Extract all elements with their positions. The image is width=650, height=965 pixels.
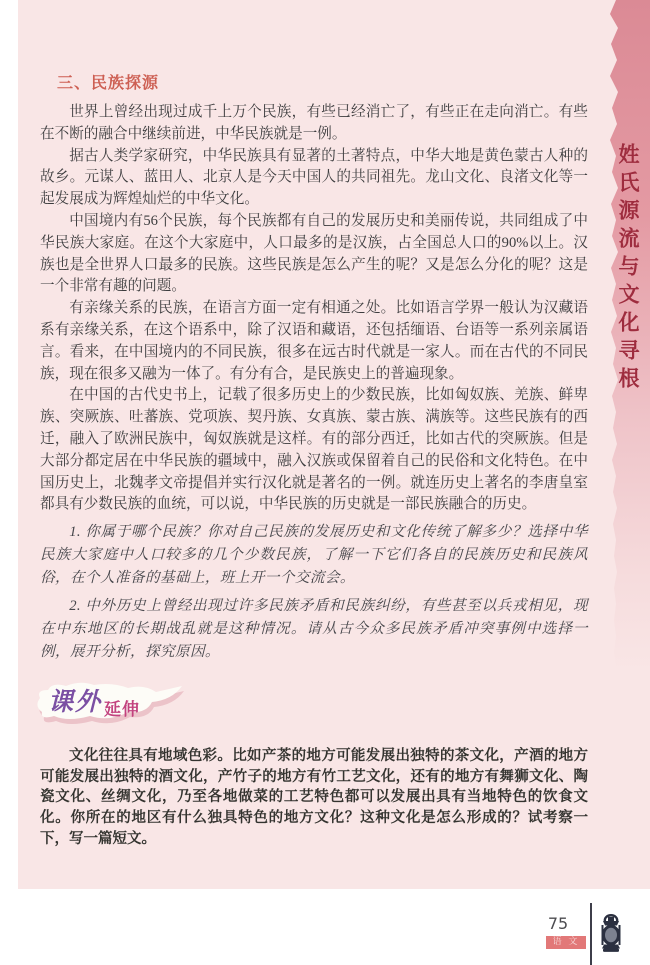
chapter-title-vertical: 姓氏源流与文化寻根 — [616, 143, 640, 395]
page-number: 75 — [547, 914, 569, 933]
extension-badge — [32, 678, 202, 734]
exercise-item-1: 1. 你属于哪个民族？你对自己民族的发展历史和文化传统了解多少？选择中华民族大家庭中人口较多的几个少数民族，了解一下它们各自的民族历史和民族风俗，在个人准备的基础上，班上开一个交流会。 — [40, 524, 588, 587]
body-paragraph-4: 有亲缘关系的民族，在语言方面一定有相通之处。比如语言学界一般认为汉藏语系有亲缘关系，在这个语系中，除了汉语和藏语，还包括缅语、台语等一系列亲属语言。看来，在中国境内的不同民族，很多在远古时代就是一家人。而在古代的不同民族，现在很多又融为一体了。有分有合，是民族史上的普遍现象。 — [40, 300, 588, 382]
extension-paragraph: 文化往往具有地域色彩。比如产茶的地方可能发展出独特的茶文化，产酒的地方可能发展出独特的酒文化，产竹子的地方有竹工艺文化，还有的地方有舞狮文化、陶瓷文化、丝绸文化，乃至各地做菜的工艺特色都可以发展出具有当地特色的饮食文化。你所在的地区有什么独具特色的地方文化？这种文化是怎么形成的？试考察一下，写一篇短文。 — [40, 748, 588, 847]
section-header: 三、民族探源 — [57, 73, 160, 92]
lantern-icon — [596, 911, 626, 955]
extension-label-sub: 延伸 — [104, 700, 140, 721]
body-paragraph-5: 在中国的古代史书上，记载了很多历史上的少数民族，比如匈奴族、羌族、鲜卑族、突厥族、吐蕃族、党项族、契丹族、女真族、蒙古族、满族等。这些民族有的西迁，融入了欧洲民族中，匈奴族就是这样。有的部分西迁，比如古代的突厥族。但是大部分都定居在中华民族的疆域中，融入汉族或保留着自己的民俗和文化特色。在中国历史上，北魏孝文帝提倡并实行汉化就是著名的一例。就连历史上著名的李唐皇室都具有少数民族的血统，可以说，中华民族的历史就是一部民族融合的历史。 — [40, 387, 588, 513]
body-paragraph-3: 中国境内有56个民族，每个民族都有自己的发展历史和美丽传说，共同组成了中华民族大家庭。在这个大家庭中，人口最多的是汉族，占全国总人口的90%以上。汉族也是全世界人口最多的民族。这些民族是怎么产生的呢？又是怎么分化的呢？这是一个非常有趣的问题。 — [40, 212, 588, 295]
exercise-item-2: 2. 中外历史上曾经出现过许多民族矛盾和民族纠纷，有些甚至以兵戎相见，现在中东地区的长期战乱就是这种情况。请从古今众多民族矛盾冲突事例中选择一例，展开分析，探究原因。 — [40, 598, 588, 661]
footer-divider — [590, 903, 592, 965]
body-paragraph-1: 世界上曾经出现过成千上万个民族，有些已经消亡了，有些正在走向消亡。有些在不断的融合中继续前进，中华民族就是一例。 — [40, 104, 588, 142]
subject-badge: 语 文 — [546, 936, 586, 949]
main-content — [18, 0, 650, 849]
extension-label-main: 课外 — [48, 689, 103, 717]
page-footer — [510, 899, 650, 965]
body-paragraph-2: 据古人类学家研究，中华民族具有显著的土著特点，中华大地是黄色蒙古人种的故乡。元谋人、蓝田人、北京人是今天中国人的共同祖先。龙山文化、良渚文化等一起发展成为辉煌灿烂的中华文化。 — [40, 147, 588, 208]
